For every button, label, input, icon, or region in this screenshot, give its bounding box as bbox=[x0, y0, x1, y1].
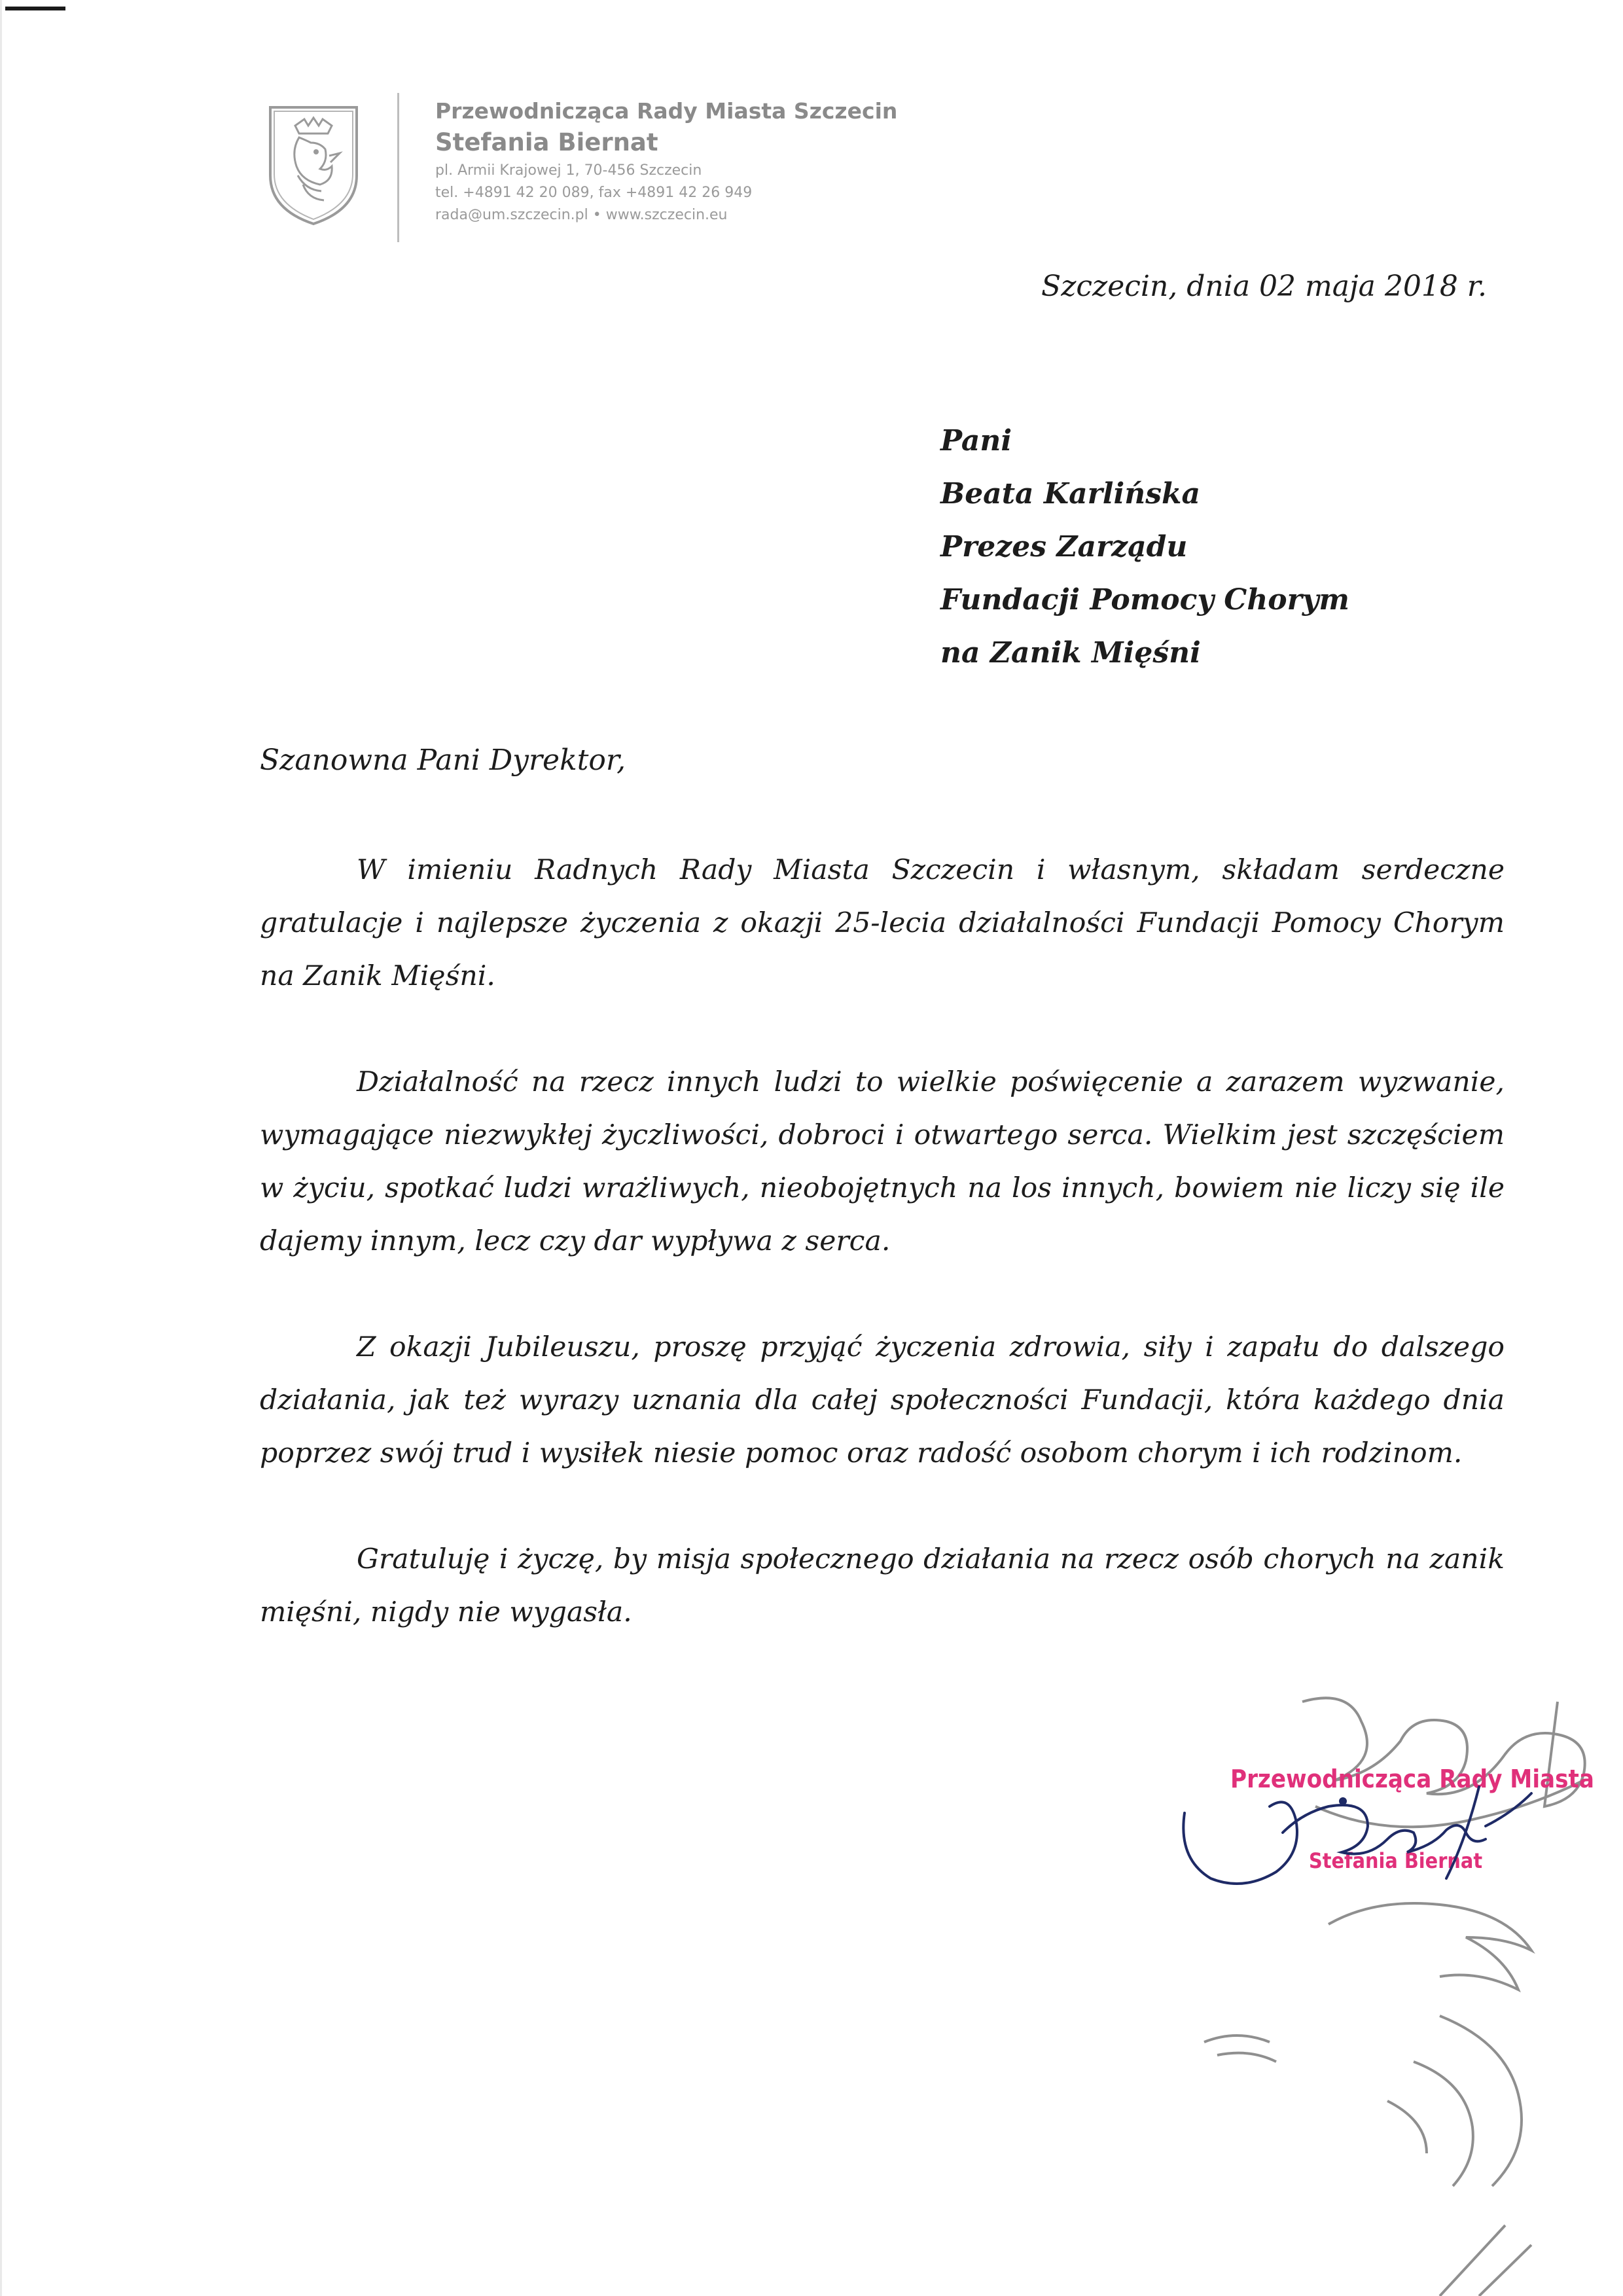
handwritten-signature bbox=[1171, 1767, 1538, 1898]
addressee-line: Prezes Zarządu bbox=[940, 530, 1188, 564]
body-paragraph: Działalność na rzecz innych ludzi to wielkie poświęcenie a zarazem wyzwanie, wymagające niezwykłej życzliwości, dobroci i otwartego serca. Wielkim jest szczęściem w życiu, spotkać ludzi wrażliwych, nieobojętnych na los innych, bowiem nie liczy się ile dajemy innym, lecz czy dar wypływa z serca. bbox=[260, 1066, 1505, 1257]
letterhead-name: Stefania Biernat bbox=[435, 128, 658, 156]
addressee-line: na Zanik Mięśni bbox=[940, 636, 1201, 670]
salutation: Szanowna Pani Dyrektor, bbox=[260, 744, 626, 777]
body-paragraph: Z okazji Jubileuszu, proszę przyjąć życzenia zdrowia, siły i zapału do dalszego działania, jak też wyrazy uznania dla całej społeczności Fundacji, która każdego dnia poprzez swój trud i wysiłek niesie pomoc oraz radość osobom chorym i ich rodzinom. bbox=[260, 1331, 1505, 1469]
addressee-line: Pani bbox=[940, 424, 1012, 457]
city-crest-icon bbox=[265, 103, 362, 228]
letterhead-address: pl. Armii Krajowej 1, 70-456 Szczecin bbox=[435, 162, 702, 179]
addressee-block bbox=[940, 422, 1529, 687]
letterhead-divider bbox=[397, 93, 399, 242]
stamp-name: Stefania Biernat bbox=[1309, 1848, 1483, 1873]
addressee-line: Fundacji Pomocy Chorym bbox=[940, 583, 1349, 617]
letter-date: Szczecin, dnia 02 maja 2018 r. bbox=[1041, 270, 1487, 303]
letterhead-org: Przewodnicząca Rady Miasta Szczecin bbox=[435, 98, 898, 124]
scan-edge bbox=[0, 0, 2, 2296]
letterhead-phone: tel. +4891 42 20 089, fax +4891 42 26 949 bbox=[435, 185, 753, 201]
body-paragraph: W imieniu Radnych Rady Miasta Szczecin i własnym, składam serdeczne gratulacje i najlepsze życzenia z okazji 25-lecia działalności Fundacji Pomocy Chorym na Zanik Mięśni. bbox=[260, 854, 1505, 992]
letterhead bbox=[435, 97, 959, 226]
body-paragraph: Gratuluję i życzę, by misja społecznego działania na rzecz osób chorych na zanik mięśni, nigdy nie wygasła. bbox=[260, 1543, 1505, 1628]
letter-body bbox=[260, 844, 1505, 1692]
scan-mark bbox=[5, 7, 65, 10]
letterhead-contact: rada@um.szczecin.pl • www.szczecin.eu bbox=[435, 207, 728, 223]
stamp-title: Przewodnicząca Rady Miasta bbox=[1230, 1765, 1594, 1793]
addressee-line: Beata Karlińska bbox=[940, 477, 1200, 511]
